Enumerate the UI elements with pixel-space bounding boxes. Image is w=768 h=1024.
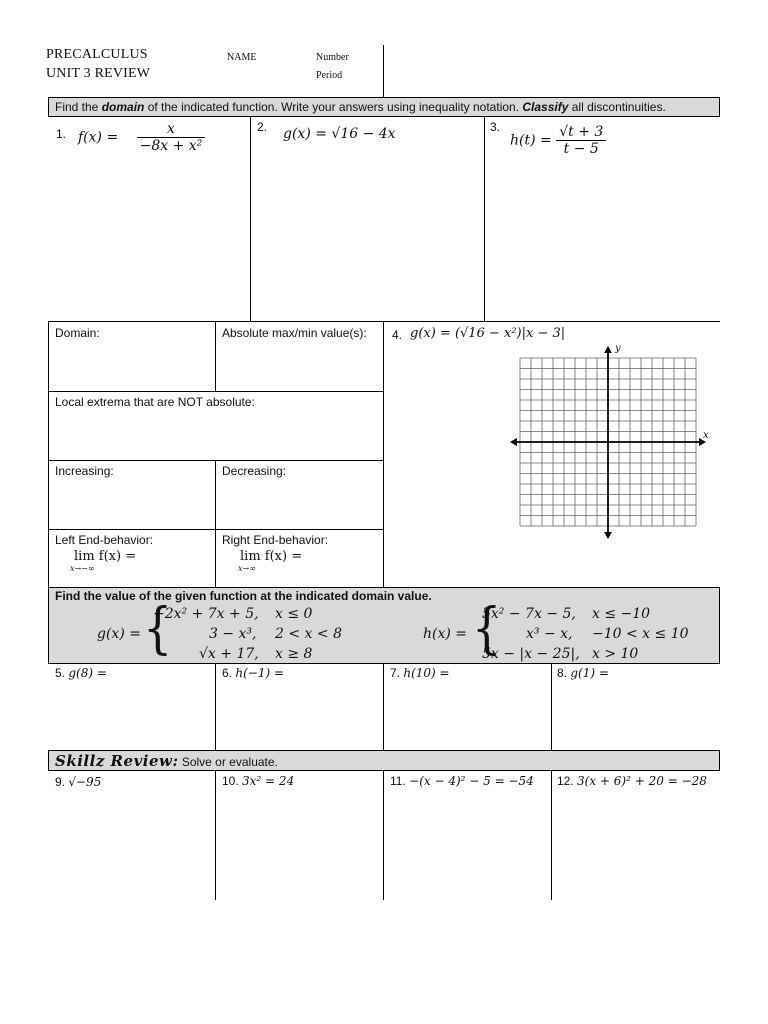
analysis-right-edge (383, 321, 384, 587)
section2-instruction: Find the value of the given function at the indicated domain value. (55, 589, 432, 603)
problem4-number: 4. (392, 328, 403, 342)
section1-divider-a (250, 117, 251, 321)
y-axis-down-arrow (604, 532, 612, 539)
analysis-rule-3 (48, 529, 383, 530)
problem2-expr: g(x) = √16 − 4x (283, 126, 396, 142)
decreasing-label: Decreasing: (222, 464, 287, 478)
problem1-number: 1. (56, 127, 67, 141)
y-axis-up-arrow (604, 346, 612, 353)
skills-divider-a (215, 771, 216, 900)
right-end-label: Right End-behavior: (222, 533, 329, 547)
y-axis-label: y (615, 343, 621, 354)
problem7: 7. h(10) = (390, 666, 450, 680)
problem9: 9. √−95 (55, 775, 102, 789)
row58-divider-b (383, 664, 384, 750)
skills-divider-c (551, 771, 552, 900)
skills-bar (48, 750, 720, 771)
right-limit: lim f(x) = (240, 549, 303, 564)
unit-title: UNIT 3 REVIEW (46, 66, 151, 81)
g-piecewise-lhs: g(x) = (97, 626, 141, 642)
right-limit-sub: x→∞ (238, 564, 256, 573)
section1-instruction: Find the domain of the indicated function. Write your answers using inequality notation. Classify all discontinuities. (55, 100, 666, 114)
left-limit: lim f(x) = (74, 549, 137, 564)
increasing-label: Increasing: (55, 464, 114, 478)
left-limit-sub: x→−∞ (70, 564, 95, 573)
analysis-divider-row1 (215, 321, 216, 391)
x-axis-label: x (703, 430, 709, 441)
g-brace: { (143, 595, 173, 661)
g-piece-1: −2x² + 7x + 5, x ≤ 0 (153, 606, 313, 622)
period-label: Period (316, 70, 343, 81)
h-brace: { (472, 595, 502, 661)
analysis-rule-1 (48, 391, 383, 392)
course-title: PRECALCULUS (46, 47, 148, 62)
problem10: 10. 3x² = 24 (222, 774, 295, 788)
h-piecewise-lhs: h(x) = (423, 626, 468, 642)
problem11: 11. −(x − 4)² − 5 = −54 (390, 774, 534, 788)
header-divider (383, 45, 384, 97)
skills-heading: Skillz Review: Solve or evaluate. (55, 752, 278, 770)
number-label: Number (316, 52, 349, 63)
domain-label: Domain: (55, 326, 100, 340)
h-piece-3: 5x − |x − 25|, x > 10 (482, 646, 639, 662)
axes (513, 349, 703, 536)
local-extrema-label: Local extrema that are NOT absolute: (55, 395, 255, 409)
analysis-divider-row3 (215, 460, 216, 587)
left-end-label: Left End-behavior: (55, 533, 154, 547)
section1-divider-b (484, 117, 485, 321)
x-axis-left-arrow (510, 438, 517, 446)
problem3-fraction: $\frac{√t + 3}{t - 5}$ (556, 124, 606, 157)
name-label: NAME (227, 52, 257, 63)
problem3-expr: h(t) = $\frac{√t + 3}{t - 5}$ (510, 124, 606, 157)
coordinate-grid (505, 340, 720, 540)
problem12: 12. 3(x + 6)² + 20 = −28 (557, 774, 707, 788)
h-piece-1: 5x² − 7x − 5, x ≤ −10 (482, 606, 651, 622)
row58-divider-c (551, 664, 552, 750)
problem4-expr: g(x) = (√16 − x²)|x − 3| (410, 326, 566, 341)
section1-bottom-rule (48, 321, 720, 322)
g-piece-2: 3 − x³, 2 < x < 8 (209, 626, 342, 642)
problem2-number: 2. (257, 120, 268, 134)
h-piece-2: x³ − x, −10 < x ≤ 10 (526, 626, 689, 642)
problem1-fraction: $\frac{x}{\text{−8x + x²}}$ (137, 121, 206, 154)
problem3-number: 3. (490, 120, 501, 134)
section1-instruction-bar (48, 97, 720, 117)
skills-divider-b (383, 771, 384, 900)
problem6: 6. h(−1) = (222, 666, 285, 680)
g-piecewise (153, 606, 343, 666)
g-piece-3: √x + 17, x ≥ 8 (199, 646, 313, 662)
h-piecewise (482, 606, 718, 666)
absmaxmin-label: Absolute max/min value(s): (222, 326, 367, 340)
analysis-left-edge (48, 321, 49, 587)
problem5: 5. g(8) = (55, 666, 107, 680)
row58-divider-a (215, 664, 216, 750)
problem1-expr: f(x) = $\frac{x}{\text{−8x + x²}}$ (78, 121, 205, 154)
problem8: 8. g(1) = (557, 666, 609, 680)
